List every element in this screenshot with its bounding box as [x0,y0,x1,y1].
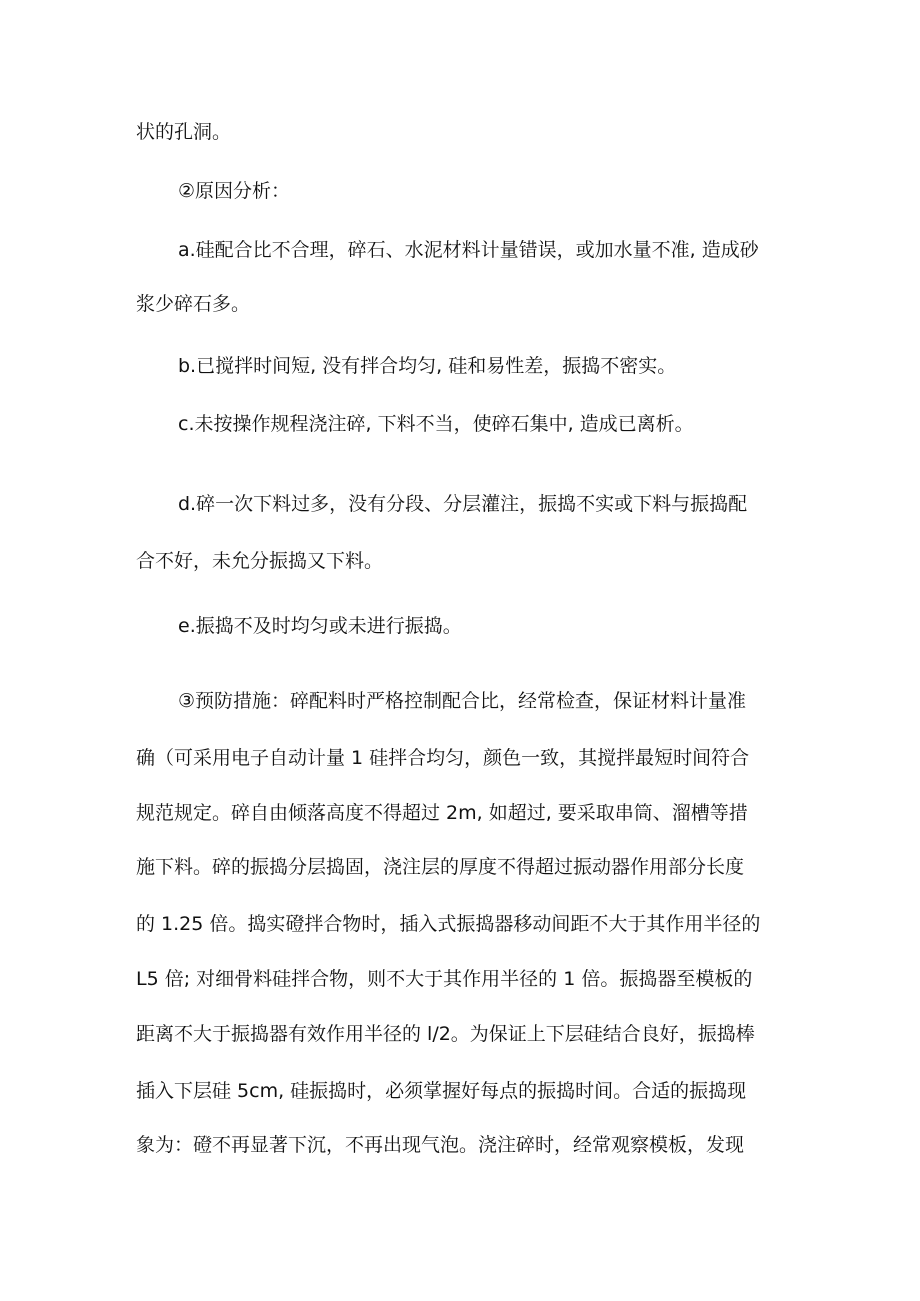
text-line-17: 插入下层硅 5cm, 硅振捣时，必须掌握好每点的振捣时间。合适的振捣现 [136,1080,747,1102]
text-line-6: c.未按操作规程浇注碎, 下料不当，使碎石集中, 造成已离析。 [178,413,694,435]
text-line-15: L5 倍; 对细骨料硅拌合物，则不大于其作用半径的 1 倍。振捣器至模板的 [136,968,753,990]
text-line-5: b.已搅拌时间短, 没有拌合均匀, 硅和易性差，振捣不密实。 [178,355,677,377]
text-line-13: 施下料。碎的振捣分层捣固，浇注层的厚度不得超过振动器作用部分长度 [136,856,745,878]
text-line-9: e.振捣不及时均匀或未进行振捣。 [178,615,462,637]
text-line-11: 确（可采用电子自动计量 1 硅拌合均匀，颜色一致，其搅拌最短时间符合 [136,747,750,769]
text-line-4: 浆少碎石多。 [136,293,251,315]
text-line-12: 规范规定。碎自由倾落高度不得超过 2m, 如超过, 要采取串筒、溜槽等措 [136,802,748,824]
text-line-1: 状的孔洞。 [136,121,232,143]
text-line-7: d.碎一次下料过多，没有分段、分层灌注，振捣不实或下料与振捣配 [178,493,748,515]
text-line-18: 象为：磴不再显著下沉，不再出现气泡。浇注碎时，经常观察模板，发现 [136,1134,745,1156]
text-line-3: a.硅配合比不合理，碎石、水泥材料计量错误，或加水量不准, 造成砂 [178,239,759,261]
text-line-14: 的 1.25 倍。捣实磴拌合物时，插入式振捣器移动间距不大于其作用半径的 [136,913,761,935]
text-line-16: 距离不大于振捣器有效作用半径的 l/2。为保证上下层硅结合良好，振捣棒 [136,1023,755,1045]
text-line-10: ③预防措施：碎配料时严格控制配合比，经常检查，保证材料计量准 [178,690,747,712]
text-line-2: ②原因分析： [178,180,291,202]
text-line-8: 合不好，未允分振捣又下料。 [136,550,384,572]
